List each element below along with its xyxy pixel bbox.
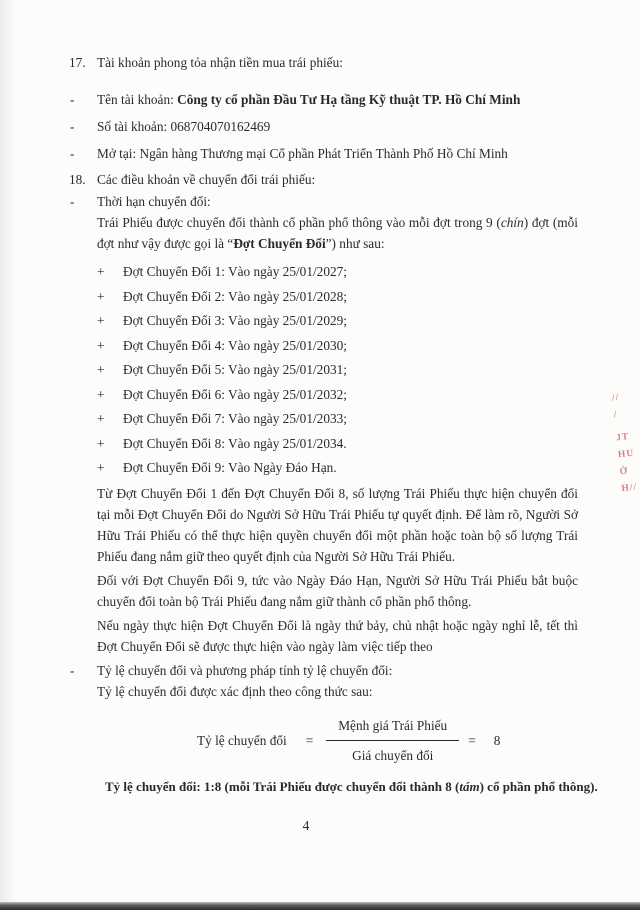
dash-marker: -	[70, 146, 75, 161]
plus-marker: +	[97, 386, 105, 402]
conversion-term-heading	[70, 191, 578, 212]
round-3: Đợt Chuyển Đổi 3: Vào ngày 25/01/2029;	[123, 313, 347, 328]
page-number: 4	[302, 818, 310, 833]
round-6: Đợt Chuyển Đổi 6: Vào ngày 25/01/2032;	[123, 386, 347, 402]
bank-value: Ngân hàng Thương mại Cổ phần Phát Triển Thành Phố Hồ Chí Minh	[139, 146, 508, 161]
round-5: Đợt Chuyển Đổi 5: Vào ngày 25/01/2031;	[123, 362, 347, 377]
round-9: Đợt Chuyển Đổi 9: Vào Ngày Đáo Hạn.	[123, 460, 337, 475]
list-item	[97, 407, 578, 432]
account-number-value: 068704070162469	[170, 119, 271, 134]
stamp-mark: H//	[621, 482, 638, 495]
plus-marker: +	[97, 313, 105, 328]
round-4: Đợt Chuyển Đổi 4: Vào ngày 25/01/2030;	[123, 337, 347, 353]
stamp-mark: //	[611, 392, 620, 404]
stamp-mark: HU	[617, 448, 635, 461]
item-18-heading	[69, 169, 578, 190]
list-item	[97, 432, 578, 457]
intro-text-mid: ) đợt (mỗi đợt như vậy được gọi là “	[97, 215, 578, 251]
list-item	[97, 260, 578, 285]
item-17-number: 17.	[69, 55, 86, 70]
stamp-mark: Ở	[619, 466, 629, 478]
document-content	[69, 52, 598, 797]
account-number-row	[70, 116, 578, 137]
ratio-result-line	[105, 776, 598, 797]
plus-marker: +	[97, 264, 105, 279]
formula-equals: =	[468, 732, 476, 748]
formula-numerator: Mệnh giá Trái Phiếu	[326, 715, 459, 741]
list-item	[97, 358, 578, 383]
plus-marker: +	[97, 460, 105, 475]
list-item	[97, 456, 578, 481]
item-17-heading	[69, 52, 578, 73]
conversion-term-label: Thời hạn chuyển đổi:	[97, 194, 211, 209]
round-7: Đợt Chuyển Đổi 7: Vào ngày 25/01/2033;	[123, 411, 347, 426]
ratio-heading-row	[70, 660, 578, 681]
intro-text-bold: Đợt Chuyển Đổi	[233, 236, 326, 251]
bank-row	[70, 143, 578, 164]
formula-fraction	[326, 715, 459, 766]
stamp-mark: JT	[615, 432, 630, 444]
formula-result: 8	[493, 732, 501, 748]
stamp-mark: /	[613, 410, 618, 421]
conversion-ratio-formula	[197, 715, 578, 766]
intro-text-pre: Trái Phiếu được chuyển đổi thành cổ phần phổ thông vào mỗi đợt trong 9 (	[97, 215, 501, 230]
plus-marker: +	[97, 411, 105, 426]
paragraph-rounds-1-8: Từ Đợt Chuyển Đổi 1 đến Đợt Chuyển Đổi 8, số lượng Trái Phiếu thực hiện chuyển đổi tại mỗi Đợt Chuyển Đổi do Người Sở Hữu Trái Phiếu tự quyết định. Để làm rõ, Người Sở Hữu Trái Phiếu có thể thực hiện quyền chuyển đổi một phần hoặc toàn bộ số lượng Trái Phiếu đang nắm giữ theo quyết định của Người Sở Hữu Trái Phiếu.	[97, 485, 578, 564]
list-item	[97, 334, 578, 359]
account-name-value: Công ty cổ phần Đầu Tư Hạ tầng Kỹ thuật TP. Hồ Chí Minh	[177, 92, 521, 107]
plus-marker: +	[97, 288, 105, 304]
list-item	[97, 309, 578, 334]
red-stamp-fragment	[611, 390, 640, 500]
list-item	[97, 383, 578, 408]
dash-marker: -	[70, 662, 75, 678]
ratio-intro: Tỷ lệ chuyển đổi được xác định theo công thức sau:	[97, 683, 373, 699]
dash-marker: -	[70, 194, 75, 209]
paragraph-weekend-rule: Nếu ngày thực hiện Đợt Chuyển Đổi là ngày thứ bảy, chủ nhật hoặc ngày nghỉ lễ, tết thì Đợt Chuyển Đổi sẽ được thực hiện vào ngày làm việc tiếp theo	[97, 617, 578, 654]
scan-bottom-edge	[0, 902, 640, 910]
dash-marker: -	[70, 119, 75, 134]
account-name-row	[70, 89, 578, 110]
plus-marker: +	[97, 362, 105, 377]
bank-label: Mở tại:	[97, 146, 140, 161]
ratio-result-italic: tám	[459, 778, 480, 794]
intro-text-italic: chín	[500, 215, 524, 230]
item-17-title: Tài khoản phong tỏa nhận tiền mua trái phiếu:	[97, 55, 343, 70]
scan-edge-shading	[0, 0, 16, 910]
ratio-heading: Tỷ lệ chuyển đổi và phương pháp tính tỷ lệ chuyển đổi:	[97, 662, 393, 678]
dash-marker: -	[70, 92, 75, 107]
plus-marker: +	[97, 435, 105, 451]
formula-equals: =	[305, 732, 314, 748]
conversion-intro-paragraph	[97, 212, 578, 254]
intro-text-post: ”) như sau:	[325, 236, 385, 251]
account-number-label: Số tài khoản:	[97, 119, 171, 134]
round-8: Đợt Chuyển Đổi 8: Vào ngày 25/01/2034.	[123, 435, 347, 451]
plus-marker: +	[97, 337, 105, 353]
formula-denominator: Giá chuyển đổi	[352, 747, 434, 763]
ratio-result-post: ) cổ phần phổ thông).	[479, 778, 598, 794]
paragraph-round-9: Đối với Đợt Chuyển Đổi 9, tức vào Ngày Đáo Hạn, Người Sở Hữu Trái Phiếu bắt buộc chuyển đổi toàn bộ Trái Phiếu đang nắm giữ thành cổ phần phổ thông.	[97, 572, 578, 609]
item-18-number: 18.	[69, 172, 86, 187]
account-name-label: Tên tài khoản:	[97, 92, 178, 107]
ratio-result-pre: Tỷ lệ chuyển đổi: 1:8 (mỗi Trái Phiếu được chuyển đổi thành 8 (	[105, 778, 460, 794]
round-1: Đợt Chuyển Đổi 1: Vào ngày 25/01/2027;	[123, 264, 347, 279]
conversion-rounds-list	[97, 260, 578, 481]
item-18-title: Các điều khoản về chuyển đổi trái phiếu:	[97, 172, 316, 187]
round-2: Đợt Chuyển Đổi 2: Vào ngày 25/01/2028;	[123, 288, 347, 304]
formula-lhs: Tỷ lệ chuyển đổi	[197, 732, 287, 748]
list-item	[97, 285, 578, 310]
